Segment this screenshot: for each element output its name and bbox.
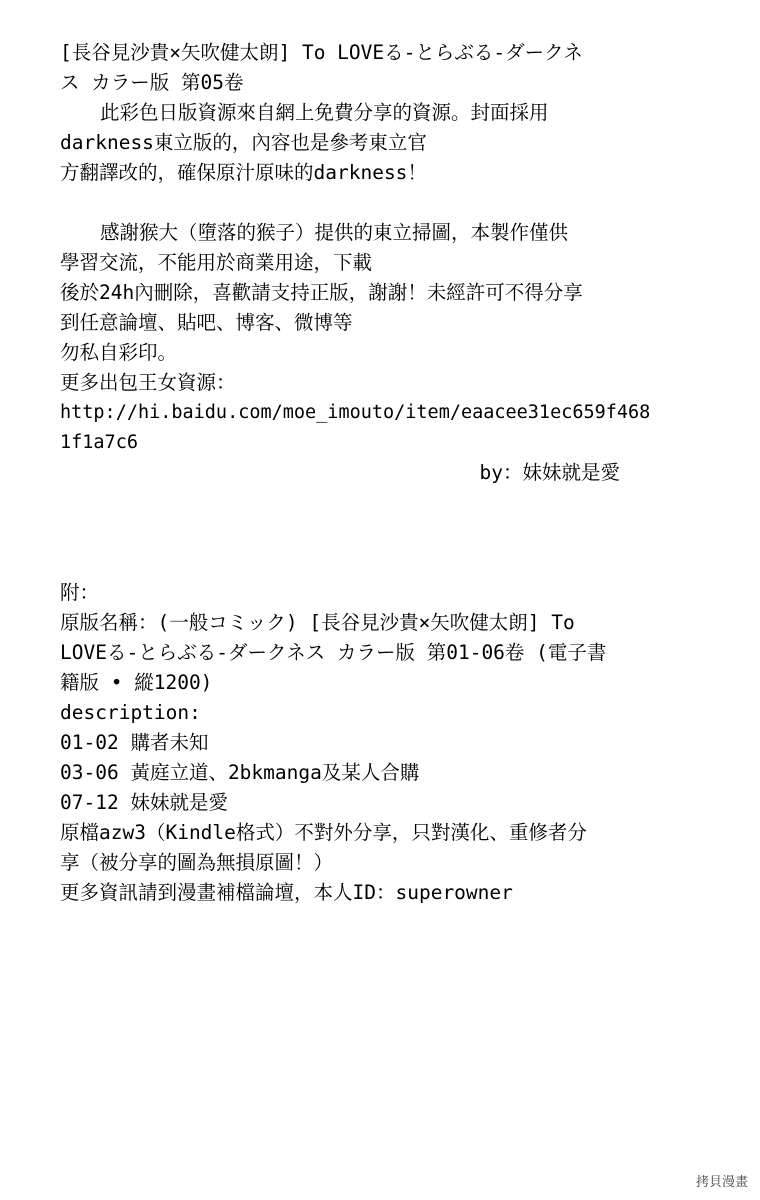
appendix-heading: 附： [60, 581, 100, 604]
text-line: 03-06 黃庭立道、2bkmanga及某人合購 [60, 761, 420, 784]
text-line: 享（被分享的圖為無損原圖！） [60, 851, 334, 874]
notice-paragraph-1 [60, 98, 650, 188]
notice-paragraph-2 [60, 218, 650, 458]
title-line: [長谷見沙貴×矢吹健太朗] To LOVEる-とらぶる-ダークネ [60, 41, 583, 64]
text-line: darkness東立版的，內容也是參考東立官 [60, 131, 427, 154]
text-line: 感謝猴大（墮落的猴子）提供的東立掃圖，本製作僅供 [100, 221, 569, 244]
text-line: 原版名稱：(一般コミック) [長谷見沙貴×矢吹健太朗] To [60, 611, 575, 634]
text-line: 更多資訊請到漫畫補檔論壇，本人ID：superowner [60, 881, 513, 904]
text-line: 籍版 • 縱1200) [60, 671, 213, 694]
resource-url: http://hi.baidu.com/moe_imouto/item/eaacee31ec659f468 [60, 402, 651, 423]
text-line: 原檔azw3（Kindle格式）不對外分享，只對漢化、重修者分 [60, 821, 587, 844]
text-line: 到任意論壇、貼吧、博客、微博等 [60, 311, 353, 334]
text-line: 方翻譯改的，確保原汁原味的darkness！ [60, 161, 427, 184]
watermark: 拷貝漫畫 [695, 1175, 748, 1190]
text-line: 後於24h內刪除，喜歡請支持正版，謝謝！未經許可不得分享 [60, 281, 583, 304]
text-line: 07-12 妹妹就是愛 [60, 791, 228, 814]
text-line: 01-02 購者未知 [60, 731, 209, 754]
appendix-block [60, 578, 650, 908]
text-line: 更多出包王女資源： [60, 371, 236, 394]
title-block [60, 38, 650, 98]
text-line: LOVEる-とらぶる-ダークネス カラー版 第01-06卷 (電子書 [60, 641, 607, 664]
title-line: ス カラー版 第05卷 [60, 71, 244, 94]
document-body [60, 38, 650, 908]
paragraph-spacer [60, 188, 650, 218]
text-line: 勿私自彩印。 [60, 341, 178, 364]
signature: by：妹妹就是愛 [479, 461, 620, 484]
text-line: 此彩色日版資源來自網上免費分享的資源。封面採用 [100, 101, 549, 124]
text-line: description: [60, 701, 201, 724]
section-spacer [60, 488, 650, 578]
text-line: 學習交流，不能用於商業用途，下載 [60, 251, 373, 274]
resource-url-continued: 1f1a7c6 [60, 432, 138, 453]
